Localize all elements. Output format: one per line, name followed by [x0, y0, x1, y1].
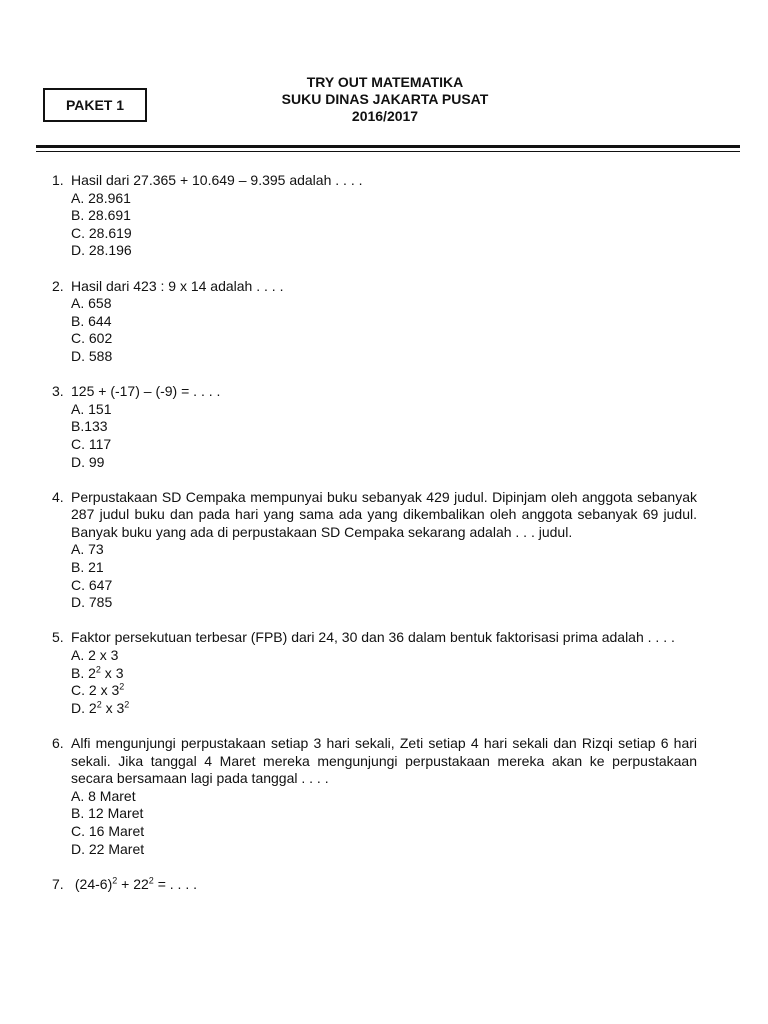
question-6 — [52, 735, 697, 858]
option-b: B.133 — [71, 418, 108, 435]
option-b: B. 28.691 — [71, 207, 131, 224]
header-divider-thick — [36, 145, 740, 148]
question-number: 4. — [52, 488, 64, 505]
question-4 — [52, 489, 697, 612]
question-1 — [52, 172, 697, 260]
question-7 — [52, 876, 697, 894]
question-number: 7. — [52, 875, 64, 892]
option-d: D. 99 — [71, 453, 105, 470]
question-2 — [52, 278, 697, 366]
option-a: A. 658 — [71, 295, 112, 312]
title-line-2: SUKU DINAS JAKARTA PUSAT — [281, 91, 489, 107]
option-a: A. 28.961 — [71, 189, 131, 206]
question-text: Hasil dari 423 : 9 x 14 adalah . . . . — [71, 277, 284, 294]
option-c: C. 2 x $3^2$ — [71, 681, 125, 699]
option-a: A. 2 x 3 — [71, 647, 119, 664]
title-line-1: TRY OUT MATEMATIKA — [306, 74, 464, 90]
paket-label-box — [43, 88, 147, 122]
question-number: 2. — [52, 277, 64, 294]
question-list — [52, 172, 697, 911]
question-5 — [52, 629, 697, 717]
option-a: A. 151 — [71, 400, 112, 417]
question-text: $(24-6)^2 + 22^2$ = . . . . — [74, 875, 197, 892]
option-b: B. 21 — [71, 559, 104, 576]
option-d: D. $2^2$ x $3^2$ — [71, 699, 130, 716]
option-c: C. 28.619 — [71, 224, 132, 241]
option-a: A. 73 — [71, 541, 104, 558]
question-number: 5. — [52, 629, 64, 646]
question-text: Perpustakaan SD Cempaka mempunyai buku sebanyak 429 judul. Dipinjam oleh anggota sebanyak 287 judul buku dan pada hari yang sama ada yang dikembalikan oleh anggota sebanyak 69 judul. Banyak buku yang ada di perpustakaan SD Cempaka sekarang adalah . . . judul. — [71, 488, 697, 540]
question-text: Alfi mengunjungi perpustakaan setiap 3 hari sekali, Zeti setiap 4 hari sekali dan Rizqi setiap 6 hari sekali. Jika tanggal 4 Maret mereka mengunjungi perpustakaan mereka akan ke perpustakaan secara bersamaan lagi pada tanggal . . . . — [71, 735, 697, 787]
option-c: C. 16 Maret — [71, 822, 145, 839]
option-c: C. 117 — [71, 435, 112, 452]
option-b: B. 12 Maret — [71, 805, 144, 822]
option-c: C. 602 — [71, 330, 113, 347]
option-b: B. $2^2$ x 3 — [71, 663, 124, 681]
option-a: A. 8 Maret — [71, 787, 136, 804]
question-number: 3. — [52, 383, 64, 400]
question-text: Hasil dari 27.365 + 10.649 – 9.395 adalah . . . . — [71, 172, 363, 188]
paket-label: PAKET 1 — [65, 97, 125, 113]
option-d: D. 22 Maret — [71, 840, 145, 857]
question-text: Faktor persekutuan terbesar (FPB) dari 24, 30 dan 36 dalam bentuk faktorisasi prima adalah . . . . — [71, 629, 675, 646]
option-d: D. 28.196 — [71, 242, 132, 259]
option-c: C. 647 — [71, 576, 113, 593]
title-line-3: 2016/2017 — [351, 108, 419, 124]
option-d: D. 588 — [71, 347, 113, 364]
option-b: B. 644 — [71, 312, 112, 329]
question-text: 125 + (-17) – (-9) = . . . . — [71, 383, 221, 400]
question-number: 1. — [52, 172, 64, 188]
option-d: D. 785 — [71, 594, 113, 611]
question-number: 6. — [52, 735, 64, 751]
question-3 — [52, 383, 697, 471]
header-divider-thin — [36, 151, 740, 152]
exam-title — [240, 74, 530, 125]
